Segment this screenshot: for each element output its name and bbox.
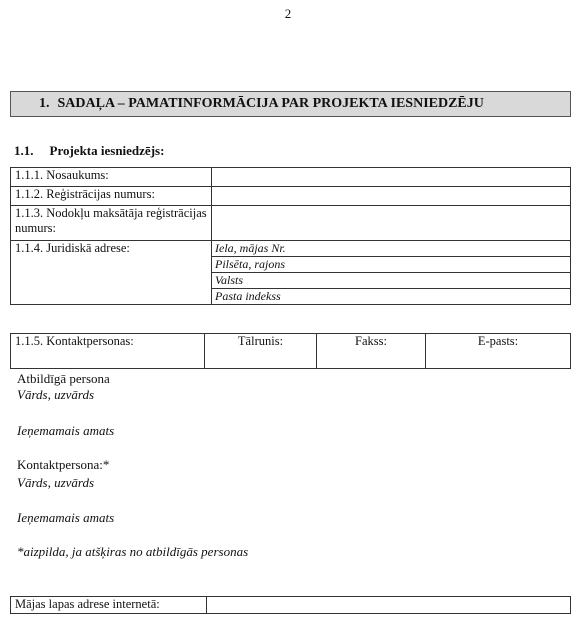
address-label: 1.1.4. Juridiskā adrese: (11, 241, 212, 305)
address-street-field[interactable]: Iela, mājas Nr. (212, 241, 571, 257)
website-table (10, 596, 571, 614)
email-header: E-pasts: (426, 334, 571, 369)
contacts-table (10, 333, 571, 369)
contact-person-note: *aizpilda, ja atšķiras no atbildīgās personas (17, 544, 249, 559)
website-field[interactable] (207, 597, 571, 614)
reg-number-label: 1.1.2. Reģistrācijas numurs: (11, 187, 212, 206)
phone-header: Tālrunis: (205, 334, 317, 369)
address-country-field[interactable]: Valsts (212, 273, 571, 289)
contacts-label: 1.1.5. Kontaktpersonas: (11, 334, 205, 369)
responsible-name: Vārds, uzvārds (17, 387, 95, 402)
tax-number-field[interactable] (212, 206, 571, 241)
page-number: 2 (284, 6, 292, 21)
tax-number-label: 1.1.3. Nodokļu maksātāja reģistrācijas numurs: (11, 206, 212, 241)
contact-person-position: Ieņemamais amats (17, 510, 115, 525)
reg-number-field[interactable] (212, 187, 571, 206)
contact-person-heading: Kontaktpersona:* (17, 457, 110, 472)
section-header (10, 91, 571, 117)
subsection-heading (14, 143, 164, 159)
address-city-field[interactable]: Pilsēta, rajons (212, 257, 571, 273)
section-title (39, 96, 484, 112)
responsible-heading: Atbildīgā persona (17, 371, 110, 386)
subsection-label: Projekta iesniedzējs: (49, 143, 165, 158)
name-label: 1.1.1. Nosaukums: (11, 168, 212, 187)
website-label: Mājas lapas adrese internetā: (11, 597, 207, 614)
contact-person-name: Vārds, uzvārds (17, 475, 95, 490)
fax-header: Fakss: (317, 334, 426, 369)
subsection-number: 1.1. (14, 143, 34, 158)
responsible-position: Ieņemamais amats (17, 423, 115, 438)
address-postcode-field[interactable]: Pasta indekss (212, 289, 571, 305)
section-title-text: SADAĻA – PAMATINFORMĀCIJA PAR PROJEKTA IESNIEDZĒJU (57, 96, 484, 111)
section-number: 1. (39, 96, 50, 111)
applicant-table (10, 167, 571, 305)
name-field[interactable] (212, 168, 571, 187)
